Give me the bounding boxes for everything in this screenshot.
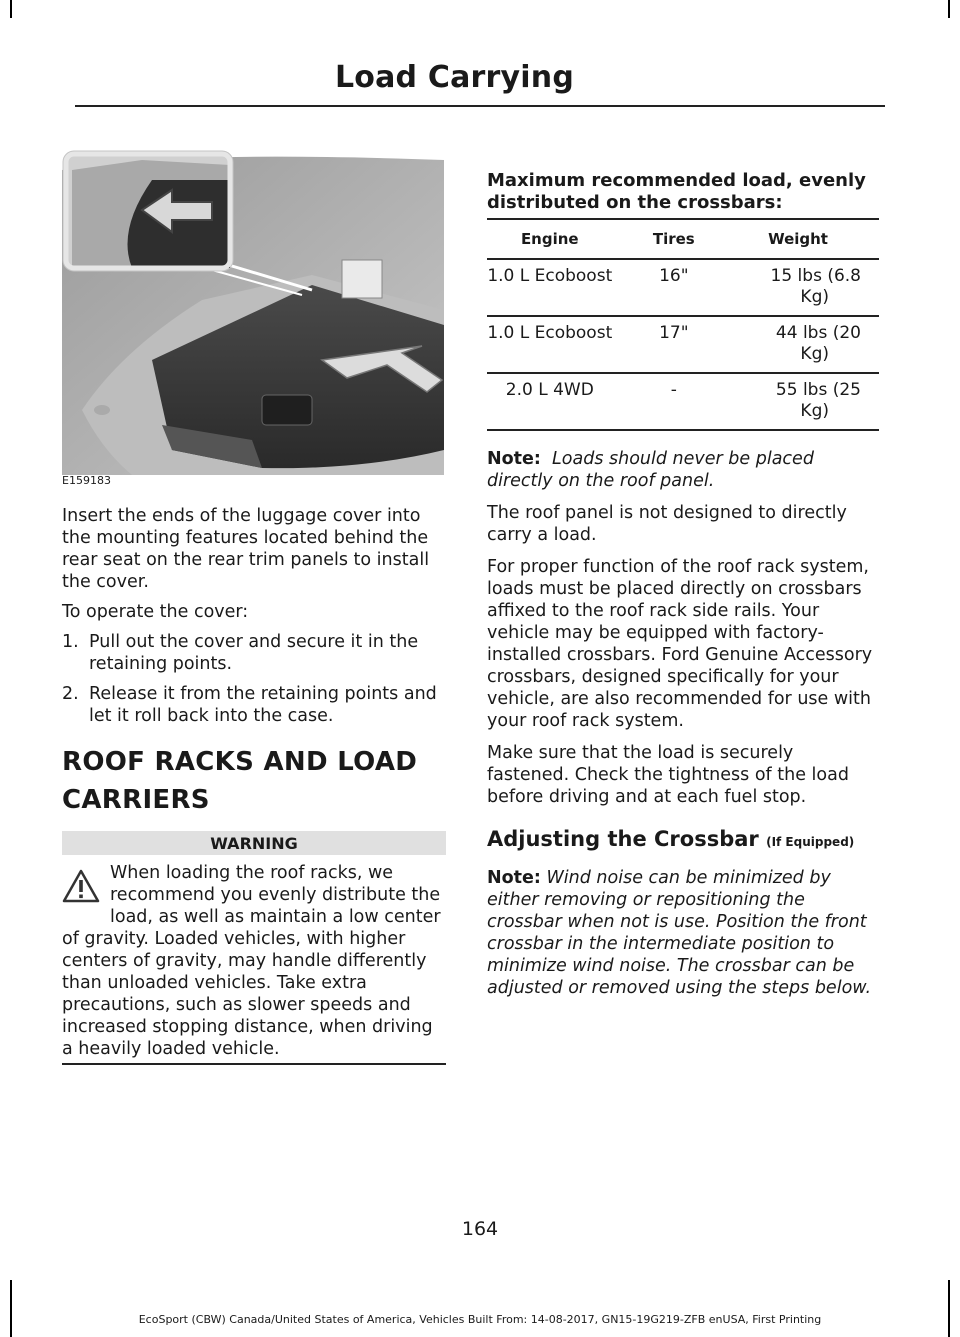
left-column bbox=[62, 505, 446, 819]
table-row bbox=[487, 316, 879, 373]
crop-mark bbox=[10, 0, 12, 18]
section-title-line2: CARRIERS bbox=[62, 785, 210, 815]
page-title: Load Carrying bbox=[334, 60, 574, 95]
step-number: 2. bbox=[62, 684, 79, 704]
tires-cell: 16" bbox=[613, 259, 736, 316]
footer-text: EcoSport (CBW) Canada/United States of America, Vehicles Built From: 14-08-2017, GN15-19G219-ZFB enUSA, First Printing bbox=[138, 1313, 822, 1326]
step-number: 1. bbox=[62, 632, 79, 652]
figure-id: E159183 bbox=[62, 474, 111, 487]
note-roof-panel bbox=[487, 448, 879, 492]
table-header-row bbox=[487, 219, 879, 259]
warning-rule bbox=[62, 1063, 446, 1065]
page-number: 164 bbox=[461, 1218, 499, 1240]
crop-mark bbox=[10, 1280, 12, 1337]
table-row bbox=[487, 259, 879, 316]
intro-paragraph: Insert the ends of the luggage cover into the mounting features located behind the rear seat on the rear trim panels to install the cover. bbox=[62, 506, 430, 592]
column-header-tires: Tires bbox=[613, 219, 736, 259]
warning-label: WARNING bbox=[62, 831, 446, 855]
steps-list bbox=[62, 631, 446, 727]
engine-cell: 2.0 L 4WD bbox=[487, 373, 613, 430]
engine-cell: 1.0 L Ecoboost bbox=[487, 316, 613, 373]
note-text: Loads should never be placed directly on the roof panel. bbox=[487, 449, 814, 491]
load-table bbox=[487, 218, 879, 431]
column-header-engine: Engine bbox=[487, 219, 613, 259]
weight-unit: Kg) bbox=[800, 401, 829, 421]
step-text: Release it from the retaining points and let it roll back into the case. bbox=[89, 684, 437, 726]
luggage-cover-illustration bbox=[62, 150, 444, 475]
tires-cell: - bbox=[613, 373, 736, 430]
table-title: Maximum recommended load, evenly distributed on the crossbars: bbox=[487, 170, 866, 213]
right-column-body bbox=[487, 448, 879, 999]
operate-lead: To operate the cover: bbox=[62, 602, 249, 622]
subsection-title: Adjusting the Crossbar bbox=[487, 827, 759, 851]
header-rule bbox=[75, 105, 885, 107]
list-item bbox=[62, 683, 446, 727]
weight-value: 15 lbs (6.8 bbox=[770, 266, 861, 286]
tires-cell: 17" bbox=[613, 316, 736, 373]
weight-unit: Kg) bbox=[800, 344, 829, 364]
note-label: Note: bbox=[487, 868, 541, 888]
note-crossbar bbox=[487, 867, 879, 999]
warning-text: When loading the roof racks, we recommend you evenly distribute the load, as well as maintain a low center of gravity. Loaded vehicles, with higher centers of gravity, may handle differently than unloaded vehicles. Take extra precautions, such as slower speeds and increased stopping distance, when driving a heavily loaded vehicle. bbox=[62, 863, 441, 1059]
note-label: Note: bbox=[487, 449, 541, 469]
crop-mark bbox=[948, 1280, 950, 1337]
subsection-qualifier: (If Equipped) bbox=[766, 835, 855, 849]
column-header-weight: Weight bbox=[735, 219, 879, 259]
weight-cell bbox=[735, 373, 879, 430]
weight-value: 44 lbs (20 bbox=[775, 323, 861, 343]
crop-mark bbox=[948, 0, 950, 18]
section-title-line1: ROOF RACKS AND LOAD bbox=[62, 747, 418, 777]
weight-unit: Kg) bbox=[800, 287, 829, 307]
subsection-heading bbox=[487, 828, 879, 853]
step-text: Pull out the cover and secure it in the retaining points. bbox=[89, 632, 419, 674]
weight-cell bbox=[735, 259, 879, 316]
paragraph: The roof panel is not designed to directly carry a load. bbox=[487, 503, 847, 545]
warning-box bbox=[62, 862, 446, 1060]
weight-cell bbox=[735, 316, 879, 373]
warning-triangle-icon bbox=[62, 868, 100, 904]
note-text: Wind noise can be minimized by either removing or repositioning the crossbar when not is use. Position the front crossbar in the intermediate position to minimize wind noise. The crossbar can be adjusted or removed using the steps below. bbox=[487, 868, 872, 998]
engine-cell: 1.0 L Ecoboost bbox=[487, 259, 613, 316]
list-item bbox=[62, 631, 446, 675]
table-row bbox=[487, 373, 879, 430]
weight-value: 55 lbs (25 bbox=[775, 380, 861, 400]
paragraph: For proper function of the roof rack system, loads must be placed directly on crossbars affixed to the roof rack side rails. Your vehicle may be equipped with factory-installed crossbars. Ford Genuine Accessory crossbars, designed specifically for your vehicle, are also recommended for use with your roof rack system. bbox=[487, 557, 873, 731]
paragraph: Make sure that the load is securely fastened. Check the tightness of the load before driving and at each fuel stop. bbox=[487, 743, 849, 807]
